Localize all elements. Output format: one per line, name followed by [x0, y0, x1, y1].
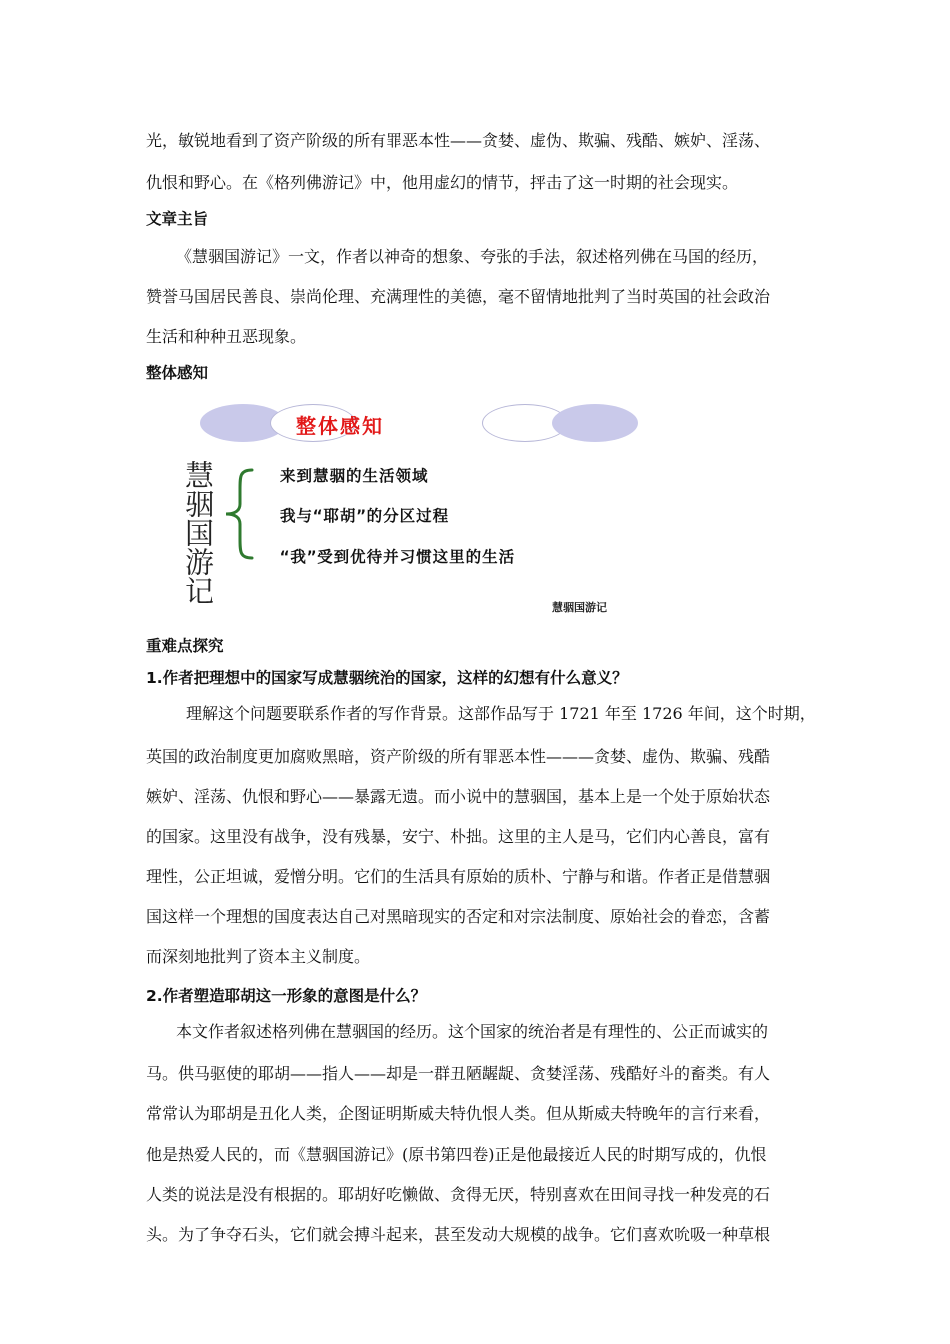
decor-oval	[552, 404, 638, 442]
intro-line-1: 光，敏锐地看到了资产阶级的所有罪恶本性——贪婪、虚伪、欺骗、残酷、嫉妒、淫荡、	[146, 131, 771, 150]
answer-2-line-2: 马。供马驱使的耶胡——指人——却是一群丑陋龌龊、贪婪淫荡、残酷好斗的畜类。有人	[146, 1064, 771, 1083]
theme-line-2: 赞誉马国居民善良、崇尚伦理、充满理性的美德，毫不留情地批判了当时英国的社会政治	[146, 287, 771, 306]
curly-brace-icon	[222, 468, 256, 560]
answer-1-line-3: 嫉妒、淫荡、仇恨和野心——暴露无遗。而小说中的慧骃国，基本上是一个处于原始状态	[146, 787, 771, 806]
answer-1-line-2: 英国的政治制度更加腐败黑暗，资产阶级的所有罪恶本性———贪婪、虚伪、欺骗、残酷	[146, 747, 771, 766]
figure-vertical-title: 慧骃国游记	[181, 460, 215, 605]
theme-line-3: 生活和种种丑恶现象。	[146, 327, 307, 346]
question-1: 1.作者把理想中的国家写成慧骃统治的国家，这样的幻想有什么意义？	[146, 669, 628, 687]
question-2: 2.作者塑造耶胡这一形象的意图是什么？	[146, 987, 427, 1005]
answer-1-line-1: 理解这个问题要联系作者的写作背景。这部作品写于 1721 年至 1726 年间，这个时期，	[186, 704, 816, 723]
answer-2-line-6: 头。为了争夺石头，它们就会搏斗起来，甚至发动大规模的战争。它们喜欢吮吸一种草根	[146, 1225, 771, 1244]
answer-1-line-6: 国这样一个理想的国度表达自己对黑暗现实的否定和对宗法制度、原始社会的眷恋，含蓄	[146, 907, 771, 926]
answer-2-line-4: 他是热爱人民的，而《慧骃国游记》(原书第四卷)正是他最接近人民的时期写成的，仇恨	[146, 1145, 767, 1164]
answer-2-line-5: 人类的说法是没有根据的。耶胡好吃懒做、贪得无厌，特别喜欢在田间寻找一种发亮的石	[146, 1185, 771, 1204]
section-heading-theme: 文章主旨	[146, 210, 209, 228]
overview-figure	[0, 396, 950, 626]
theme-line-1: 《慧骃国游记》一文，作者以神奇的想象、夸张的手法，叙述格列佛在马国的经历，	[176, 247, 769, 266]
intro-line-2: 仇恨和野心。在《格列佛游记》中，他用虚幻的情节，抨击了这一时期的社会现实。	[146, 173, 739, 192]
answer-2-line-3: 常常认为耶胡是丑化人类，企图证明斯威夫特仇恨人类。但从斯威夫特晚年的言行来看，	[146, 1104, 771, 1123]
figure-caption: 慧骃国游记	[552, 601, 607, 614]
figure-item-1: 来到慧骃的生活领域	[280, 467, 429, 485]
answer-1-line-4: 的国家。这里没有战争，没有残暴，安宁、朴拙。这里的主人是马，它们内心善良，富有	[146, 827, 771, 846]
figure-item-2: 我与“耶胡”的分区过程	[280, 507, 450, 525]
figure-item-3: “我”受到优待并习惯这里的生活	[280, 548, 516, 566]
answer-1-line-5: 理性，公正坦诚，爱憎分明。它们的生活具有原始的质朴、宁静与和谐。作者正是借慧骃	[146, 867, 771, 886]
section-heading-key-points: 重难点探究	[146, 637, 224, 655]
answer-1-line-7: 而深刻地批判了资本主义制度。	[146, 947, 371, 966]
answer-2-line-1: 本文作者叙述格列佛在慧骃国的经历。这个国家的统治者是有理性的、公正而诚实的	[176, 1022, 769, 1041]
section-heading-overview: 整体感知	[146, 364, 209, 382]
figure-title: 整体感知	[296, 414, 384, 438]
